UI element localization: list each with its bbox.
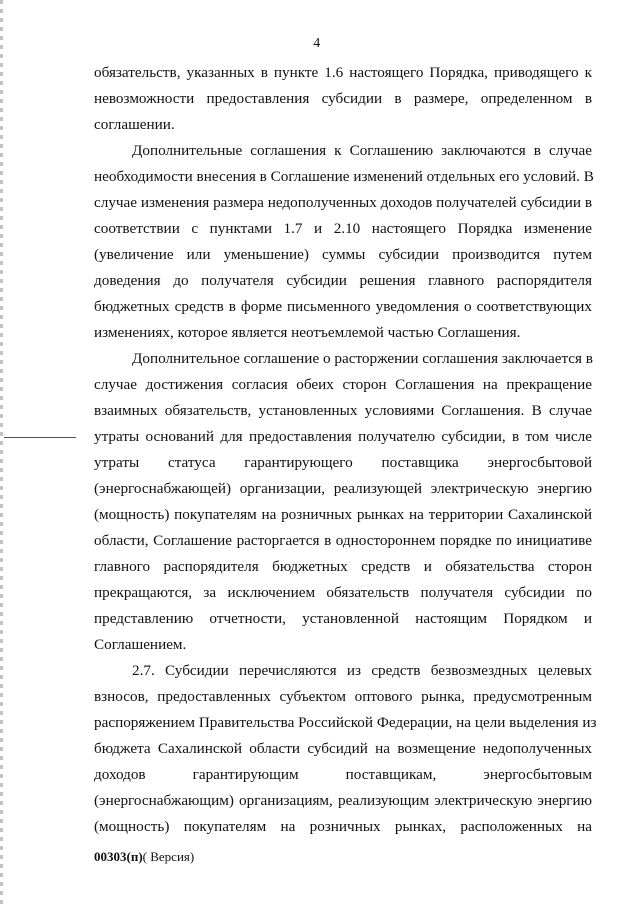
text-line: обязательств, указанных в пункте 1.6 настоящего Порядка, приводящего к — [94, 64, 592, 81]
paragraph-first-line: Дополнительные соглашения к Соглашению заключаются в случае — [132, 142, 592, 159]
paragraph-first-line: Дополнительное соглашение о расторжении соглашения заключается в — [132, 350, 593, 367]
text-line: невозможности предоставления субсидии в размере, определенном в — [94, 90, 592, 107]
text-line: главного распорядителя бюджетных средств и обязательства сторон — [94, 558, 592, 575]
text-line: соглашении. — [94, 116, 175, 133]
text-line: прекращаются, за исключением обязательств получателя субсидии по — [94, 584, 592, 601]
text-line: необходимости внесения в Соглашение изменений отдельных его условий. В — [94, 168, 594, 185]
text-line: утраты оснований для предоставления получателю субсидии, в том числе — [94, 428, 592, 445]
margin-rule-line — [4, 437, 76, 438]
text-line: доходов гарантирующим поставщикам, энергосбытовым — [94, 766, 592, 783]
text-line: представлению отчетности, установленной настоящим Порядком и — [94, 610, 592, 627]
paragraph-first-line: 2.7. Субсидии перечисляются из средств безвозмездных целевых — [132, 662, 592, 679]
margin-dashed-border — [0, 0, 3, 904]
text-line: (энергоснабжающим) организациям, реализующим электрическую энергию — [94, 792, 592, 809]
document-footer — [94, 848, 194, 866]
text-line: взаимных обязательств, установленных условиями Соглашения. В случае — [94, 402, 592, 419]
text-line: (мощность) покупателям на розничных рынках, расположенных на — [94, 818, 592, 835]
text-line: Соглашением. — [94, 636, 187, 653]
text-line: соответствии с пунктами 1.7 и 2.10 настоящего Порядка изменение — [94, 220, 592, 237]
text-line: бюджета Сахалинской области субсидий на возмещение недополученных — [94, 740, 592, 757]
document-code: 00303(п) — [94, 849, 143, 864]
text-line: утраты статуса гарантирующего поставщика энергосбытовой — [94, 454, 592, 471]
document-version: ( Версия) — [142, 849, 195, 864]
text-line: взносов, предоставленных субъектом оптового рынка, предусмотренным — [94, 688, 592, 705]
text-line: доведения до получателя субсидии решения главного распорядителя — [94, 272, 592, 289]
text-line: распоряжением Правительства Российской Федерации, на цели выделения из — [94, 714, 597, 731]
text-line: случае изменения размера недополученных доходов получателей субсидии в — [94, 194, 592, 211]
text-line: области, Соглашение расторгается в одностороннем порядке по инициативе — [94, 532, 592, 549]
text-line: (увеличение или уменьшение) суммы субсидии производится путем — [94, 246, 592, 263]
text-line: (мощность) покупателям на розничных рынках на территории Сахалинской — [94, 506, 592, 523]
text-line: изменениях, которое является неотъемлемой частью Соглашения. — [94, 324, 521, 341]
text-line: бюджетных средств в форме письменного уведомления о соответствующих — [94, 298, 592, 315]
text-line: случае достижения согласия обеих сторон Соглашения на прекращение — [94, 376, 592, 393]
page-number: 4 — [313, 36, 321, 51]
text-line: (энергоснабжающей) организации, реализующей электрическую энергию — [94, 480, 592, 497]
